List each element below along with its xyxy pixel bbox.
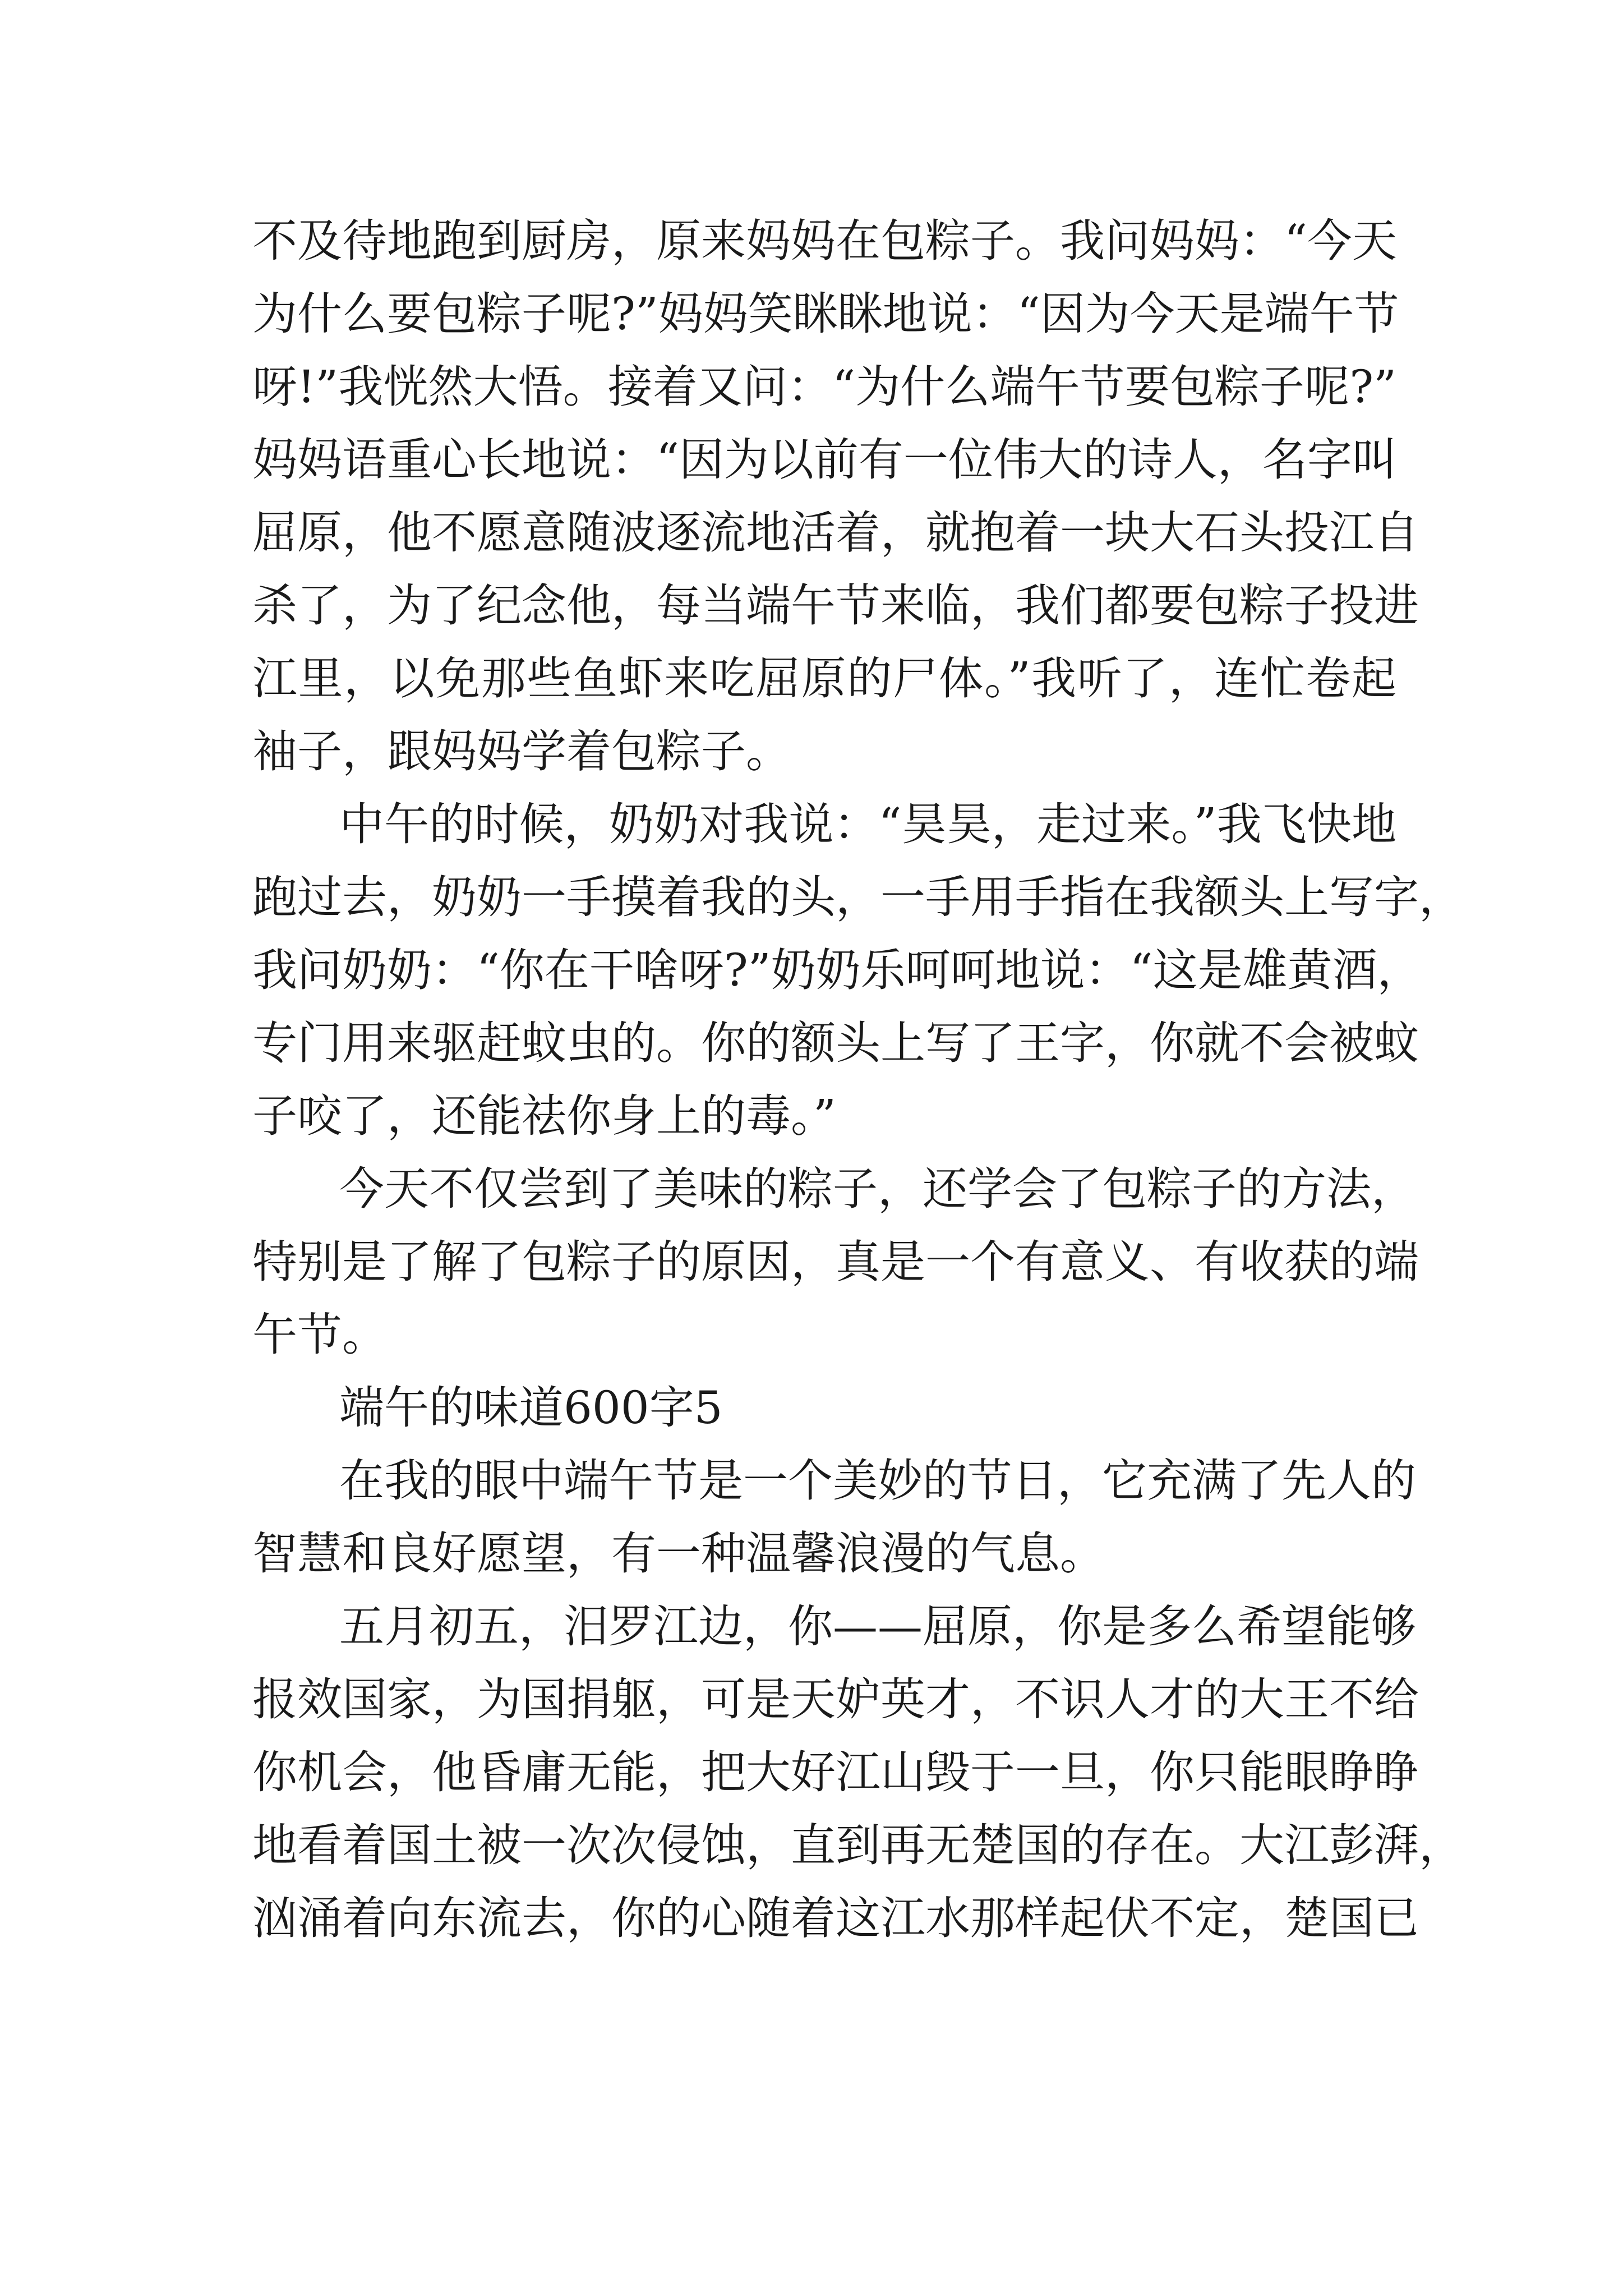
paragraph-first-line: 中午的时候，奶奶对我说：“昊昊，走过来。”我飞快地	[339, 798, 1396, 850]
text-line: 我问奶奶：“你在干啥呀?”奶奶乐呵呵地说：“这是雄黄酒，	[252, 944, 1422, 996]
text-line: 汹涌着向东流去，你的心随着这江水那样起伏不定，楚国已	[252, 1892, 1419, 1944]
text-line: 智慧和良好愿望，有一种温馨浪漫的气息。	[252, 1527, 1105, 1580]
text-line: 子咬了，还能祛你身上的毒。”	[252, 1090, 836, 1142]
text-line: 呀!”我恍然大悟。接着又问：“为什么端午节要包粽子呢?”	[252, 361, 1396, 413]
text-line: 妈妈语重心长地说：“因为以前有一位伟大的诗人，名字叫	[252, 434, 1397, 486]
text-line: 报效国家，为国捐躯，可是天妒英才，不识人才的大王不给	[252, 1673, 1419, 1726]
text-line: 袖子，跟妈妈学着包粽子。	[252, 725, 791, 777]
text-line: 特别是了解了包粽子的原因，真是一个有意义、有收获的端	[252, 1236, 1419, 1288]
text-line: 江里，以免那些鱼虾来吃屈原的尸体。”我听了，连忙卷起	[252, 652, 1396, 705]
text-line: 午节。	[252, 1309, 387, 1361]
paragraph-first-line: 五月初五，汨罗江边，你——屈原，你是多么希望能够	[339, 1600, 1416, 1653]
text-line: 杀了，为了纪念他，每当端午节来临，我们都要包粽子投进	[252, 579, 1419, 632]
text-line: 专门用来驱赶蚊虫的。你的额头上写了王字，你就不会被蚊	[252, 1017, 1419, 1069]
text-line: 地看着国土被一次次侵蚀，直到再无楚国的存在。大江彭湃，	[252, 1819, 1464, 1871]
paragraph-first-line: 今天不仅尝到了美味的粽子，还学会了包粽子的方法，	[339, 1163, 1416, 1215]
section-heading: 端午的味道600字5	[339, 1382, 723, 1434]
text-line: 不及待地跑到厨房，原来妈妈在包粽子。我问妈妈：“今天	[252, 215, 1397, 267]
paragraph-first-line: 在我的眼中端午节是一个美妙的节日，它充满了先人的	[339, 1455, 1416, 1507]
text-line: 屈原，他不愿意随波逐流地活着，就抱着一块大石头投江自	[252, 507, 1419, 559]
text-line: 你机会，他昏庸无能，把大好江山毁于一旦，你只能眼睁睁	[252, 1746, 1419, 1798]
text-line: 跑过去，奶奶一手摸着我的头，一手用手指在我额头上写字，	[252, 871, 1464, 923]
text-line: 为什么要包粽子呢?”妈妈笑眯眯地说：“因为今天是端午节	[252, 288, 1399, 340]
